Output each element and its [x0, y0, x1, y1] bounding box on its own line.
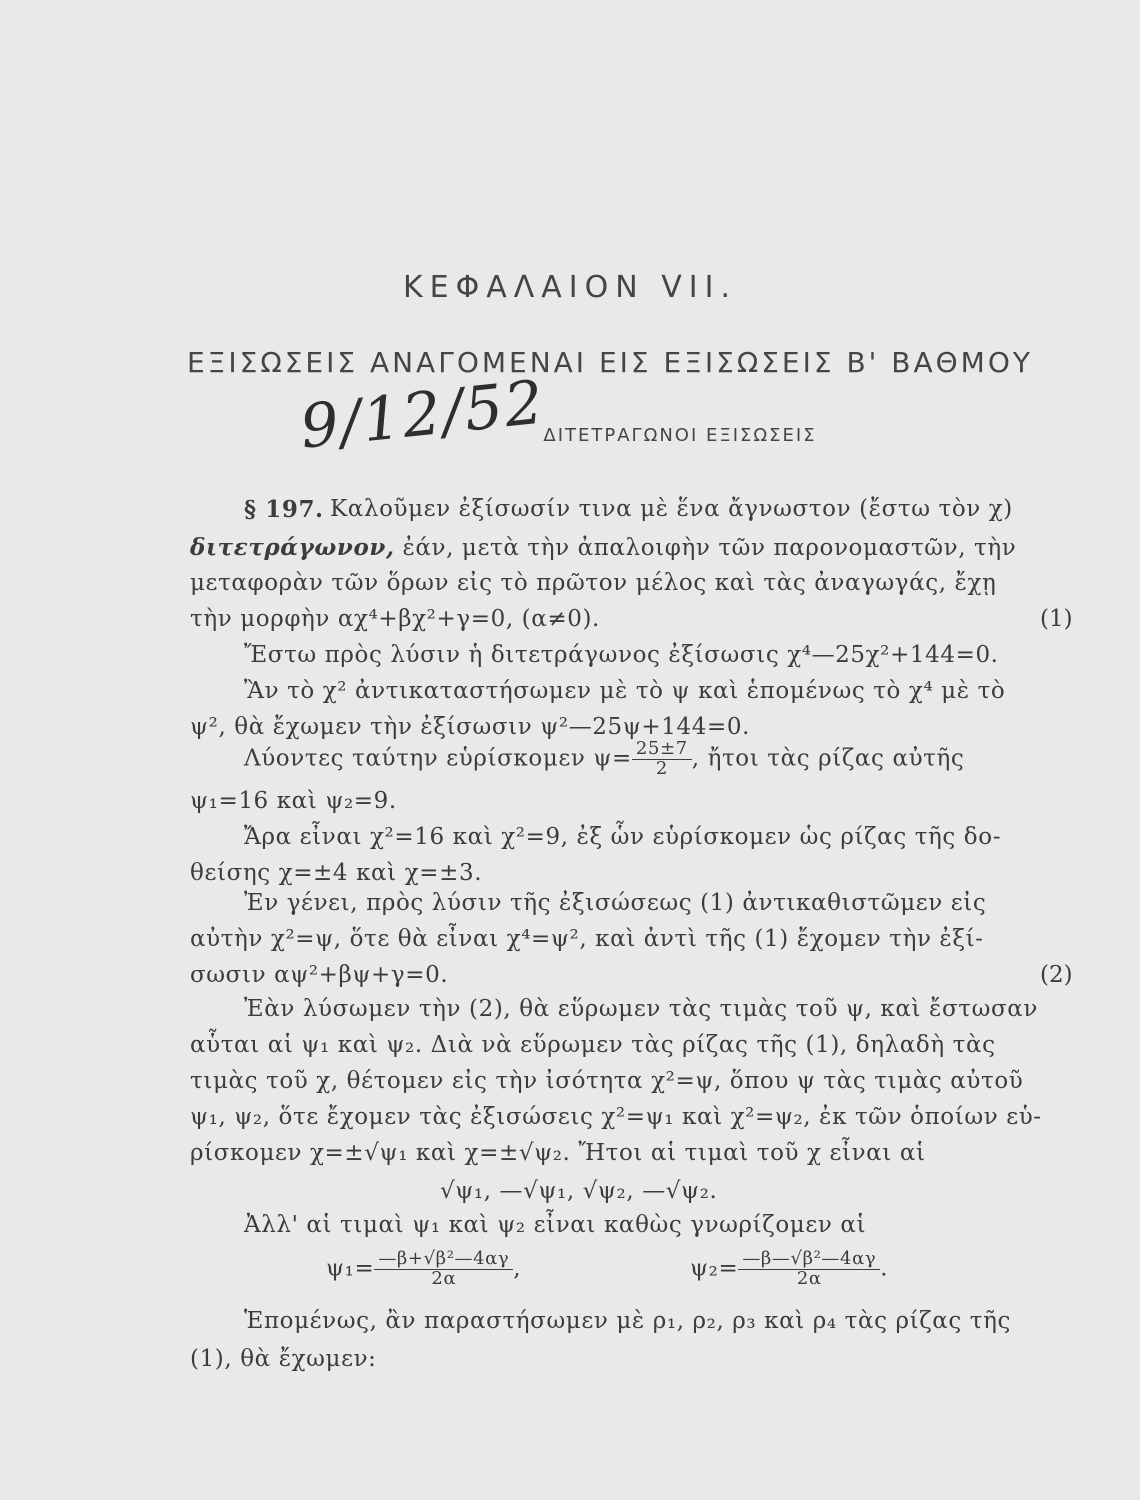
- paragraph-text: , ἤτοι τὰς ρίζας αὐτῆς: [691, 745, 965, 772]
- paragraph-line: σωσιν αψ²+βψ+γ=0.: [190, 962, 449, 988]
- chapter-heading: ΚΕΦΑΛΑΙΟΝ VII.: [402, 270, 737, 305]
- paragraph-line: Ἐὰν λύσωμεν τὴν (2), θὰ εὕρωμεν τὰς τιμὰς τοῦ ψ, καὶ ἔστωσαν: [244, 996, 1038, 1022]
- equation-number: (2): [1040, 962, 1073, 988]
- paragraph-line: Καλοῦμεν ἐξίσωσίν τινα μὲ ἕνα ἄγνωστον (ἔστω τὸν χ): [330, 496, 1013, 522]
- paragraph-line: ψ₁, ψ₂, ὅτε ἔχομεν τὰς ἐξισώσεις χ²=ψ₁ καὶ χ²=ψ₂, ἐκ τῶν ὁποίων εὑ-: [190, 1104, 1042, 1130]
- equation-number: (1): [1040, 606, 1073, 632]
- paragraph-line: (1), θὰ ἔχωμεν:: [190, 1346, 377, 1372]
- paragraph-line: Ἔστω πρὸς λύσιν ἡ διτετράγωνος ἐξίσωσις χ⁴—25χ²+144=0.: [244, 642, 999, 668]
- roots-formula: √ψ₁, —√ψ₁, √ψ₂, —√ψ₂.: [440, 1178, 718, 1204]
- fraction: [374, 1250, 513, 1289]
- formula-lhs: ψ₂=: [690, 1255, 739, 1282]
- paragraph-line: τιμὰς τοῦ χ, θέτομεν εἰς τὴν ἰσότητα χ²=ψ, ὅπου ψ τὰς τιμὰς αὐτοῦ: [190, 1068, 1024, 1094]
- handwritten-date-annotation: 9/12/52: [297, 367, 549, 463]
- paragraph-line: τὴν μορφὴν αχ⁴+βχ²+γ=0, (α≠0).: [190, 606, 600, 632]
- term-emphasis: διτετράγωνον,: [190, 534, 395, 561]
- fraction-denominator: 2α: [796, 1267, 822, 1289]
- section-heading: ΔΙΤΕΤΡΑΓΩΝΟΙ ΕΞΙΣΩΣΕΙΣ: [543, 425, 817, 446]
- paragraph-line: Ἂν τὸ χ² ἀντικαταστήσωμεν μὲ τὸ ψ καὶ ἑπομένως τὸ χ⁴ μὲ τὸ: [244, 678, 1006, 704]
- paragraph-line: Ἄρα εἶναι χ²=16 καὶ χ²=9, ἐξ ὧν εὑρίσκομεν ὡς ρίζας τῆς δο-: [244, 824, 1002, 850]
- fraction: [632, 740, 692, 779]
- fraction-denominator: 2α: [431, 1267, 457, 1289]
- formula-psi2: ψ₂= $\frac{\text{—β—√β²—4αγ}}{2\alpha}$ .: [690, 1248, 889, 1289]
- fraction-numerator: —β—√β²—4αγ: [738, 1250, 880, 1270]
- fraction-numerator: 25±7: [632, 740, 692, 760]
- fraction-denominator: 2: [655, 757, 668, 779]
- paragraph-text: Λύοντες ταύτην εὑρίσκομεν ψ=: [244, 745, 632, 772]
- formula-lhs: ψ₁=: [326, 1255, 375, 1282]
- paragraph-line: ψ₁=16 καὶ ψ₂=9.: [190, 788, 397, 814]
- fraction: [738, 1250, 880, 1289]
- paragraph-line-with-fraction: [244, 740, 964, 779]
- paragraph-text: ἐάν, μετὰ τὴν ἀπαλοιφὴν τῶν παρονομαστῶν, τὴν: [394, 535, 1017, 561]
- fraction-numerator: —β+√β²—4αγ: [374, 1250, 513, 1270]
- paragraph-line: μεταφορὰν τῶν ὅρων εἰς τὸ πρῶτον μέλος καὶ τὰς ἀναγωγάς, ἔχῃ: [190, 570, 997, 596]
- paragraph-line: ρίσκομεν χ=±√ψ₁ καὶ χ=±√ψ₂. Ἤτοι αἱ τιμαὶ τοῦ χ εἶναι αἱ: [190, 1140, 926, 1166]
- chapter-title: ΕΞΙΣΩΣΕΙΣ ΑΝΑΓΟΜΕΝΑΙ ΕΙΣ ΕΞΙΣΩΣΕΙΣ Β' ΒΑΘΜΟΥ: [187, 346, 1033, 379]
- section-number: § 197.: [244, 496, 324, 523]
- paragraph-line: αὐτὴν χ²=ψ, ὅτε θὰ εἶναι χ⁴=ψ², καὶ ἀντὶ τῆς (1) ἔχομεν τὴν ἐξί-: [190, 926, 984, 952]
- paragraph-line: θείσης χ=±4 καὶ χ=±3.: [190, 860, 483, 886]
- paragraph-line: αὗται αἱ ψ₁ καὶ ψ₂. Διὰ νὰ εὕρωμεν τὰς ρίζας τῆς (1), δηλαδὴ τὰς: [190, 1032, 996, 1058]
- paragraph-line: Ἐν γένει, πρὸς λύσιν τῆς ἐξισώσεως (1) ἀντικαθιστῶμεν εἰς: [244, 890, 987, 916]
- paragraph-line: Ἑπομένως, ἂν παραστήσωμεν μὲ ρ₁, ρ₂, ρ₃ καὶ ρ₄ τὰς ρίζας τῆς: [244, 1308, 1011, 1334]
- formula-psi1: ψ₁= $\frac{\text{—β+√β²—4αγ}}{2\alpha}$ ,: [326, 1248, 522, 1289]
- paragraph-line: Ἀλλ' αἱ τιμαὶ ψ₁ καὶ ψ₂ εἶναι καθὼς γνωρίζομεν αἱ: [244, 1212, 867, 1238]
- paragraph-line: [190, 534, 1016, 561]
- paragraph-line: ψ², θὰ ἔχωμεν τὴν ἐξίσωσιν ψ²—25ψ+144=0.: [190, 714, 750, 740]
